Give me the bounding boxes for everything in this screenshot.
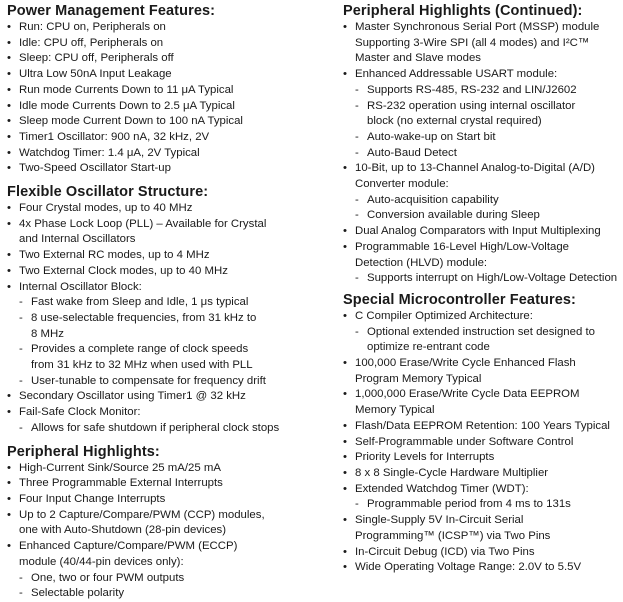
bullet: • <box>7 508 11 521</box>
bullet-list <box>343 20 623 287</box>
list-item <box>7 130 307 146</box>
section-power-management-features <box>7 3 307 177</box>
bullet: • <box>343 561 347 574</box>
list-item <box>343 513 623 544</box>
bullet: • <box>343 419 347 432</box>
item-text-line: module (40/44-pin devices only): <box>19 555 184 568</box>
dash-bullet: - <box>355 146 359 159</box>
item-text-line: and Internal Oscillators <box>19 233 136 246</box>
item-text-line: Flash/Data EEPROM Retention: 100 Years Typical <box>355 419 610 432</box>
item-text-line: Auto-acquisition capability <box>367 193 499 206</box>
item-text-line: Two External RC modes, up to 4 MHz <box>19 249 210 262</box>
bullet: • <box>343 435 347 448</box>
list-item <box>7 248 307 264</box>
section-heading: Peripheral Highlights (Continued): <box>343 3 583 19</box>
dash-bullet: - <box>19 587 23 600</box>
bullet: • <box>7 162 11 175</box>
sub-list-item <box>7 295 307 311</box>
list-item <box>343 224 623 240</box>
item-text-line: Optional extended instruction set designed to <box>367 325 595 338</box>
item-text-line: User-tunable to compensate for frequency drift <box>31 374 266 387</box>
bullet: • <box>7 36 11 49</box>
list-item <box>7 476 307 492</box>
item-text-line: Supports interrupt on High/Low-Voltage Detection <box>367 272 618 285</box>
list-item <box>7 36 307 52</box>
item-text-line: Watchdog Timer: 1.4 μA, 2V Typical <box>19 146 200 159</box>
item-text-line: Provides a complete range of clock speeds <box>31 343 249 356</box>
list-item <box>7 20 307 36</box>
sub-list-item <box>7 421 307 437</box>
dash-bullet: - <box>355 325 359 338</box>
item-text-line: Wide Operating Voltage Range: 2.0V to 5.5V <box>355 561 582 574</box>
item-text-line: Priority Levels for Interrupts <box>355 451 495 464</box>
list-item <box>7 280 307 296</box>
list-item <box>7 508 307 539</box>
list-item <box>7 114 307 130</box>
item-text-line: 8 use-selectable frequencies, from 31 kHz to <box>31 311 257 324</box>
item-text-line: Timer1 Oscillator: 900 nA, 32 kHz, 2V <box>19 130 210 143</box>
item-text-line: Idle: CPU off, Peripherals on <box>19 36 164 49</box>
item-text-line: Enhanced Addressable USART module: <box>355 68 558 81</box>
list-item <box>7 264 307 280</box>
section-peripheral-highlights-continued <box>343 3 623 287</box>
bullet: • <box>7 99 11 112</box>
item-text-line: Four Crystal modes, up to 40 MHz <box>19 202 193 215</box>
bullet-list <box>7 201 307 437</box>
sub-list-item <box>343 497 623 513</box>
list-item <box>343 387 623 418</box>
bullet: • <box>343 466 347 479</box>
item-text-line: Allows for safe shutdown if peripheral clock stops <box>31 421 280 434</box>
item-text-line: Ultra Low 50nA Input Leakage <box>19 68 172 81</box>
list-item <box>343 356 623 387</box>
list-item <box>343 161 623 192</box>
list-item <box>7 51 307 67</box>
bullet: • <box>7 461 11 474</box>
sub-list-item <box>343 208 623 224</box>
item-text-line: Auto-wake-up on Start bit <box>367 130 496 143</box>
item-text-line: Master and Slave modes <box>355 52 481 65</box>
list-item <box>7 461 307 477</box>
item-text-line: Detection (HLVD) module: <box>355 256 488 269</box>
item-text-line: Run: CPU on, Peripherals on <box>19 21 166 33</box>
section-heading: Special Microcontroller Features: <box>343 291 576 308</box>
item-text-line: Up to 2 Capture/Compare/PWM (CCP) modules, <box>19 508 265 521</box>
sub-list-item <box>7 311 307 342</box>
bullet: • <box>343 225 347 238</box>
list-item <box>343 309 623 325</box>
item-text-line: Conversion available during Sleep <box>367 209 540 222</box>
bullet: • <box>7 477 11 490</box>
item-text-line: Fail-Safe Clock Monitor: <box>19 406 141 419</box>
dash-bullet: - <box>19 296 23 309</box>
dash-bullet: - <box>355 99 359 112</box>
bullet: • <box>7 264 11 277</box>
left-column <box>7 0 307 602</box>
dash-bullet: - <box>19 421 23 434</box>
sub-list-item <box>7 374 307 390</box>
item-text-line: Programmable 16-Level High/Low-Voltage <box>355 240 570 253</box>
item-text-line: Three Programmable External Interrupts <box>19 477 223 490</box>
item-text-line: Auto-Baud Detect <box>367 146 457 159</box>
item-text-line: Four Input Change Interrupts <box>19 492 166 505</box>
item-text-line: Sleep: CPU off, Peripherals off <box>19 52 174 65</box>
bullet: • <box>343 309 347 322</box>
item-text-line: Programmable period from 4 ms to 131s <box>367 498 571 511</box>
item-text-line: Program Memory Typical <box>355 372 482 385</box>
list-item <box>343 482 623 498</box>
bullet: • <box>343 357 347 370</box>
bullet: • <box>7 202 11 215</box>
item-text-line: Sleep mode Current Down to 100 nA Typical <box>19 115 243 128</box>
dash-bullet: - <box>355 498 359 511</box>
item-text-line: 1,000,000 Erase/Write Cycle Data EEPROM <box>355 388 580 401</box>
dash-bullet: - <box>355 83 359 96</box>
list-item <box>7 217 307 248</box>
sub-list-item <box>7 342 307 373</box>
list-item <box>343 466 623 482</box>
bullet: • <box>343 162 347 175</box>
list-item <box>7 405 307 421</box>
list-item <box>7 201 307 217</box>
dash-bullet: - <box>19 571 23 584</box>
bullet: • <box>7 280 11 293</box>
dash-bullet: - <box>19 343 23 356</box>
bullet: • <box>7 390 11 403</box>
bullet: • <box>343 482 347 495</box>
item-text-line: one with Auto-Shutdown (28-pin devices) <box>19 524 227 537</box>
section-flexible-oscillator-structure <box>7 184 307 437</box>
item-text-line: 100,000 Erase/Write Cycle Enhanced Flash <box>355 357 576 370</box>
sub-list-item <box>343 83 623 99</box>
item-text-line: Selectable polarity <box>31 587 125 600</box>
bullet: • <box>7 21 11 33</box>
sub-list-item <box>343 99 623 130</box>
sub-list-item <box>343 130 623 146</box>
right-column <box>343 0 623 576</box>
list-item <box>343 545 623 561</box>
list-item <box>7 161 307 177</box>
bullet: • <box>7 52 11 65</box>
item-text-line: Fast wake from Sleep and Idle, 1 μs typical <box>31 296 249 309</box>
item-text-line: Dual Analog Comparators with Input Multiplexing <box>355 225 601 238</box>
item-text-line: 8 MHz <box>31 327 64 340</box>
bullet: • <box>7 68 11 81</box>
item-text-line: In-Circuit Debug (ICD) via Two Pins <box>355 545 535 558</box>
bullet: • <box>343 545 347 558</box>
sub-list-item <box>343 325 623 356</box>
dash-bullet: - <box>19 311 23 324</box>
item-text-line: 10-Bit, up to 13-Channel Analog-to-Digital (A/D) <box>355 162 595 175</box>
list-item <box>343 419 623 435</box>
item-text-line: Programming™ (ICSP™) via Two Pins <box>355 529 551 542</box>
list-item <box>7 99 307 115</box>
item-text-line: optimize re-entrant code <box>367 341 490 354</box>
item-text-line: 8 x 8 Single-Cycle Hardware Multiplier <box>355 466 549 479</box>
bullet: • <box>343 21 347 33</box>
list-item <box>343 20 623 67</box>
item-text-line: One, two or four PWM outputs <box>31 571 185 584</box>
bullet-list <box>7 461 307 602</box>
list-item <box>7 146 307 162</box>
section-heading: Power Management Features: <box>7 3 216 19</box>
list-item <box>7 492 307 508</box>
item-text-line: block (no external crystal required) <box>367 115 542 128</box>
section-peripheral-highlights <box>7 444 307 602</box>
item-text-line: Memory Typical <box>355 404 435 417</box>
item-text-line: Single-Supply 5V In-Circuit Serial <box>355 514 524 527</box>
section-heading: Peripheral Highlights: <box>7 443 160 460</box>
item-text-line: from 31 kHz to 32 MHz when used with PLL <box>31 359 253 372</box>
list-item <box>343 240 623 271</box>
dash-bullet: - <box>355 209 359 222</box>
bullet: • <box>7 540 11 553</box>
item-text-line: Supports RS-485, RS-232 and LIN/J2602 <box>367 83 577 96</box>
item-text-line: High-Current Sink/Source 25 mA/25 mA <box>19 461 221 474</box>
bullet: • <box>7 115 11 128</box>
bullet: • <box>343 68 347 81</box>
section-special-microcontroller-features <box>343 292 623 576</box>
item-text-line: Master Synchronous Serial Port (MSSP) module <box>355 21 600 33</box>
sub-list-item <box>343 271 623 287</box>
dash-bullet: - <box>355 193 359 206</box>
list-item <box>7 389 307 405</box>
bullet: • <box>343 514 347 527</box>
item-text-line: C Compiler Optimized Architecture: <box>355 309 533 322</box>
item-text-line: 4x Phase Lock Loop (PLL) – Available for Crystal <box>19 217 267 230</box>
list-item <box>343 560 623 576</box>
item-text-line: Run mode Currents Down to 11 μA Typical <box>19 83 234 96</box>
list-item <box>7 83 307 99</box>
sub-list-item <box>7 571 307 587</box>
bullet: • <box>7 130 11 143</box>
item-text-line: Converter module: <box>355 178 449 191</box>
list-item <box>7 67 307 83</box>
bullet: • <box>343 388 347 401</box>
item-text-line: Idle mode Currents Down to 2.5 μA Typical <box>19 99 235 112</box>
bullet-list <box>7 20 307 177</box>
item-text-line: Secondary Oscillator using Timer1 @ 32 kHz <box>19 390 246 403</box>
bullet: • <box>7 249 11 262</box>
list-item <box>343 450 623 466</box>
item-text-line: Enhanced Capture/Compare/PWM (ECCP) <box>19 540 238 553</box>
list-item <box>343 435 623 451</box>
item-text-line: Extended Watchdog Timer (WDT): <box>355 482 529 495</box>
dash-bullet: - <box>19 374 23 387</box>
item-text-line: RS-232 operation using internal oscillator <box>367 99 576 112</box>
sub-list-item <box>343 193 623 209</box>
bullet: • <box>343 240 347 253</box>
dash-bullet: - <box>355 130 359 143</box>
sub-list-item <box>343 146 623 162</box>
bullet: • <box>7 146 11 159</box>
bullet-list <box>343 309 623 576</box>
item-text-line: Supporting 3-Wire SPI (all 4 modes) and I²C™ <box>355 36 590 49</box>
section-heading: Flexible Oscillator Structure: <box>7 184 209 201</box>
dash-bullet: - <box>355 272 359 285</box>
list-item <box>343 67 623 83</box>
item-text-line: Two-Speed Oscillator Start-up <box>19 162 171 175</box>
bullet: • <box>7 83 11 96</box>
item-text-line: Two External Clock modes, up to 40 MHz <box>19 264 228 277</box>
bullet: • <box>7 406 11 419</box>
item-text-line: Internal Oscillator Block: <box>19 280 142 293</box>
sub-list-item <box>7 586 307 602</box>
bullet: • <box>7 492 11 505</box>
bullet: • <box>7 217 11 230</box>
bullet: • <box>343 451 347 464</box>
list-item <box>7 539 307 570</box>
item-text-line: Self-Programmable under Software Control <box>355 435 574 448</box>
